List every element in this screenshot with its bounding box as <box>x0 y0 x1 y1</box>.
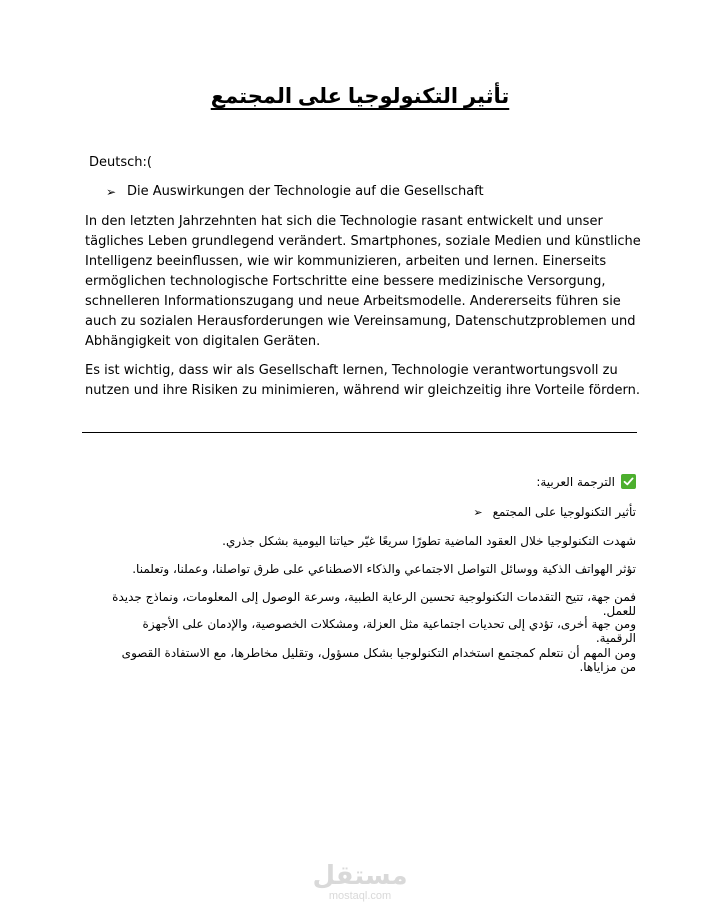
arabic-line: فمن جهة، تتيح التقدمات التكنولوجية تحسين الرعاية الطبية، وسرعة الوصول إلى المعلومات، ونماذج جديدة للعمل. <box>112 590 636 618</box>
arabic-line: تؤثر الهواتف الذكية ووسائل التواصل الاجتماعي والذكاء الاصطناعي على طرق تواصلنا، وعملنا، وتعلمنا. <box>132 562 636 576</box>
arabic-section-heading <box>110 474 636 489</box>
page-title: تأثير التكنولوجيا على المجتمع <box>210 85 510 108</box>
german-section-heading: Deutsch:( <box>89 155 152 170</box>
section-divider <box>82 432 637 433</box>
arabic-bullet-item <box>110 505 636 519</box>
arabic-heading-text: الترجمة العربية: <box>536 474 615 489</box>
watermark-logo <box>0 860 720 902</box>
arabic-line: ومن جهة أخرى، تؤدي إلى تحديات اجتماعية مثل العزلة، ومشكلات الخصوصية، والإدمان على الأجهزة الرقمية. <box>142 617 636 645</box>
arrow-bullet-icon: ➢ <box>473 505 483 519</box>
watermark-brand: مستقل <box>312 860 408 890</box>
arabic-line: ومن المهم أن نتعلم كمجتمع استخدام التكنولوجيا بشكل مسؤول، وتقليل مخاطرها، مع الاستفادة القصوى من مزاياها. <box>121 646 636 674</box>
check-mark-icon <box>621 474 636 489</box>
german-bullet-item <box>106 184 484 199</box>
arabic-line: شهدت التكنولوجيا خلال العقود الماضية تطورًا سريعًا غيّر حياتنا اليومية بشكل جذري. <box>222 534 636 548</box>
arrow-bullet-icon: ➢ <box>106 184 117 199</box>
german-bullet-text: Die Auswirkungen der Technologie auf die Gesellschaft <box>127 184 484 199</box>
german-paragraph-1: In den letzten Jahrzehnten hat sich die Technologie rasant entwickelt und unser tägliches Leben grundlegend verändert. Smartphones, soziale Medien und künstliche Intelligenz beeinflussen, wie wir kommunizieren, arbeiten und lernen. Einerseits ermöglichen technologische Fortschritte eine bessere medizinische Versorgung, schnelleren Informationszugang und neue Arbeitsmodelle. Andererseits führen sie auch zu sozialen Herausforderungen wie Vereinsamung, Datenschutzproblemen und Abhängigkeit von digitalen Geräten. <box>85 214 641 349</box>
german-paragraph-2: Es ist wichtig, dass wir als Gesellschaft lernen, Technologie verantwortungsvoll zu nutzen und ihre Risiken zu minimieren, während wir gleichzeitig ihre Vorteile fördern. <box>85 363 640 398</box>
watermark-url: mostaql.com <box>328 890 392 902</box>
arabic-bullet-text: تأثير التكنولوجيا على المجتمع <box>492 505 636 519</box>
